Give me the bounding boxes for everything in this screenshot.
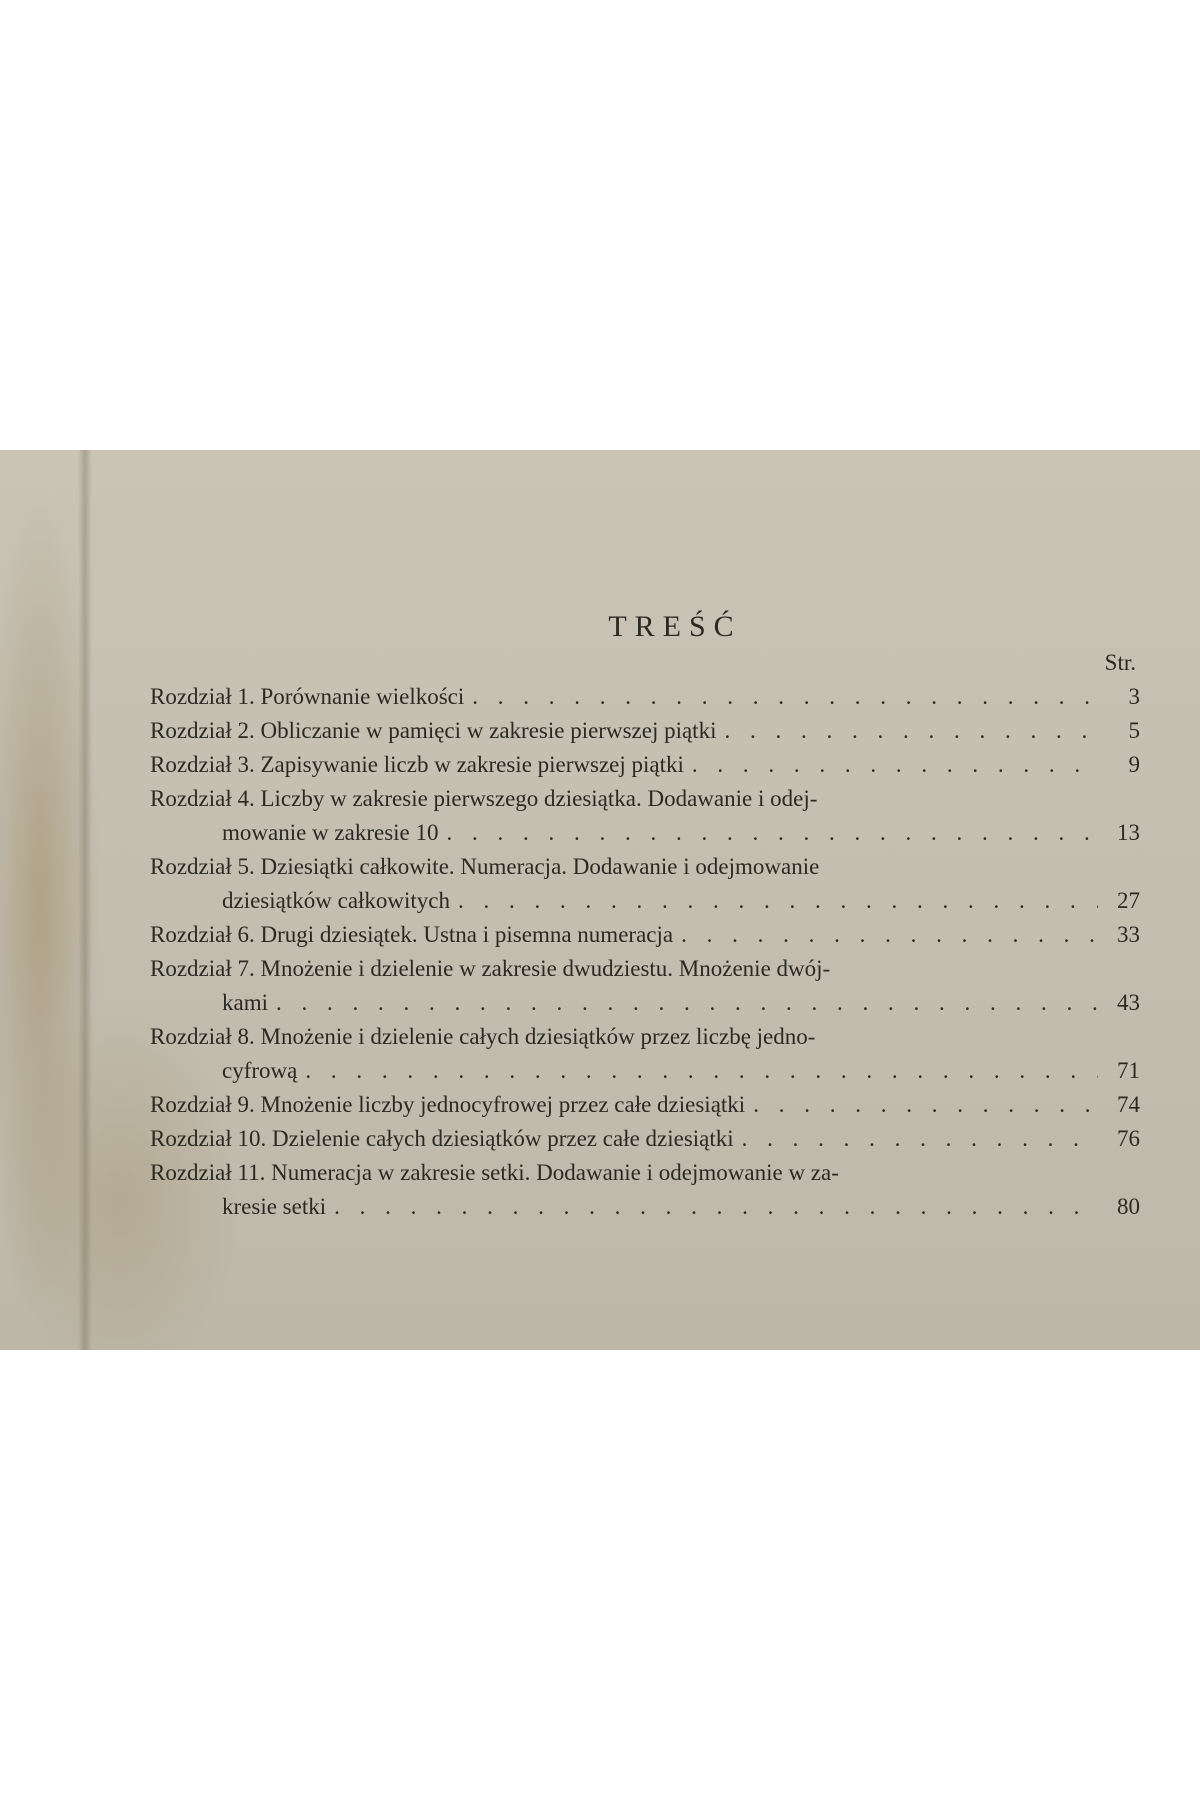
page-title: TREŚĆ [608,610,742,643]
chapter-title: dziesiątków całkowitych [222,888,451,913]
dot-leader [681,918,1098,952]
chapter-title: Rozdział 9. Mnożenie liczby jednocyfrowej przez całe dziesiątki [150,1092,746,1117]
toc-entry-line [150,986,1140,1020]
page-number: 33 [1117,922,1140,947]
chapter-title: Rozdział 3. Zapisywanie liczb w zakresie pierwszej piątki [150,752,684,777]
book-spine-shadow [78,450,92,1350]
chapter-title: Rozdział 6. Drugi dziesiątek. Ustna i pisemna numeracja [150,922,674,947]
dot-leader [334,1190,1098,1224]
page-number: 9 [1128,752,1140,777]
book-page-photo [0,450,1200,1350]
toc-entry-line [150,952,1140,986]
chapter-title: Rozdział 11. Numeracja w zakresie setki. Dodawanie i odejmowanie w za- [150,1160,839,1185]
dot-leader [724,714,1098,748]
toc-entry-line [150,918,1140,952]
dot-leader [447,816,1098,850]
chapter-title: cyfrową [222,1058,298,1083]
page-number: 80 [1117,1194,1140,1219]
chapter-title: Rozdział 10. Dzielenie całych dziesiątków przez całe dziesiątki [150,1126,734,1151]
toc-entry-line [150,850,1140,884]
page-column-label: Str. [1104,650,1136,675]
page-number: 13 [1117,820,1140,845]
chapter-title: kami [222,990,268,1015]
toc-entry-line [150,748,1140,782]
dot-leader [276,986,1098,1020]
toc-entry [150,1020,1140,1088]
toc-entry-line [150,680,1140,714]
toc-entry [150,1122,1140,1156]
toc-entry-line [150,714,1140,748]
toc-entry-line [150,782,1140,816]
dot-leader [753,1088,1098,1122]
toc-entry [150,850,1140,918]
page-number: 71 [1117,1058,1140,1083]
toc-entry-line [150,1088,1140,1122]
page-number: 5 [1128,718,1140,743]
chapter-title: mowanie w zakresie 10 [222,820,439,845]
dot-leader [305,1054,1098,1088]
toc-entry [150,748,1140,782]
chapter-title: Rozdział 5. Dziesiątki całkowite. Numeracja. Dodawanie i odejmowanie [150,854,820,879]
toc-entry [150,1088,1140,1122]
dot-leader [472,680,1098,714]
toc-entry [150,714,1140,748]
chapter-title: Rozdział 2. Obliczanie w pamięci w zakresie pierwszej piątki [150,718,717,743]
page-number: 27 [1117,888,1140,913]
chapter-title: kresie setki [222,1194,327,1219]
dot-leader [692,748,1098,782]
dot-leader [458,884,1098,918]
toc-entry-line [150,1054,1140,1088]
toc-entry-line [150,816,1140,850]
toc-entry [150,952,1140,1020]
toc-entry-line [150,884,1140,918]
toc-entries [150,680,1140,1224]
table-of-contents [150,610,1140,1224]
chapter-title: Rozdział 8. Mnożenie i dzielenie całych dziesiątków przez liczbę jedno- [150,1024,816,1049]
page-number: 3 [1128,684,1140,709]
toc-entry-line [150,1020,1140,1054]
chapter-title: Rozdział 1. Porównanie wielkości [150,684,465,709]
page-number: 76 [1117,1126,1140,1151]
dot-leader [742,1122,1098,1156]
chapter-title: Rozdział 4. Liczby w zakresie pierwszego dziesiątka. Dodawanie i odej- [150,786,818,811]
toc-entry-line [150,1156,1140,1190]
page-number: 43 [1117,990,1140,1015]
toc-entry-line [150,1122,1140,1156]
toc-entry-line [150,1190,1140,1224]
toc-entry [150,680,1140,714]
toc-entry [150,782,1140,850]
page-number: 74 [1117,1092,1140,1117]
toc-entry [150,918,1140,952]
chapter-title: Rozdział 7. Mnożenie i dzielenie w zakresie dwudziestu. Mnożenie dwój- [150,956,831,981]
toc-entry [150,1156,1140,1224]
